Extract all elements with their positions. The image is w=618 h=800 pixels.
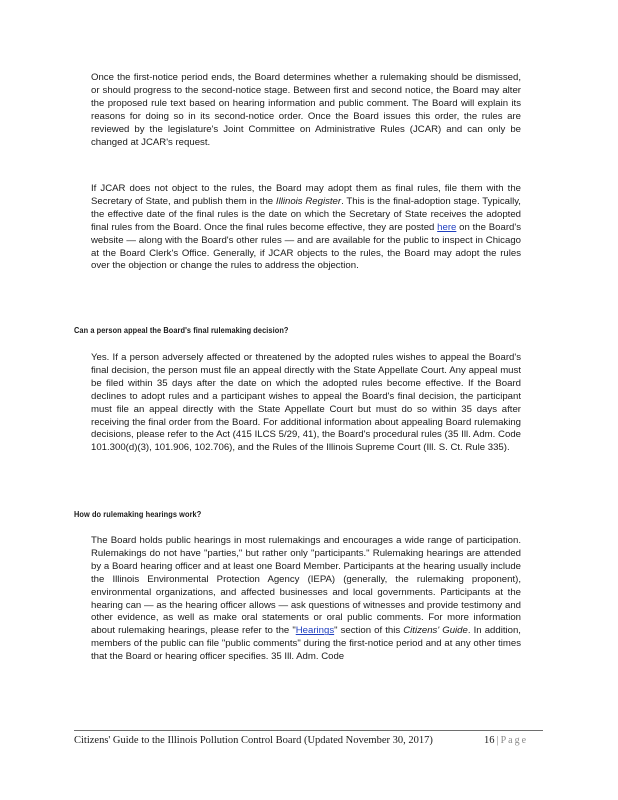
citizens-guide-title: Citizens' Guide [403,625,468,637]
illinois-register-title: Illinois Register [275,195,342,207]
text-segment: . This is the final-adoption stage. Typically, the effective date of the final rules is the date on which the Secretary of State receives the adopted final rules from the Board. Once the final rules become effective, they are posted [91,195,521,233]
text-segment: on the Board's website — along with the Board's other rules — and are available for the public to inspect in Chicago at the Board Clerk's Office. Generally, if JCAR objects to the rules, the Board may adopt the rules over the objection or change the rules to address the objection. [91,221,521,272]
text-segment: " section of this [334,625,404,637]
paragraph-appeal: Yes. If a person adversely affected or threatened by the adopted rules wishes to appeal the Board's final decision, the person must file an appeal directly with the State Appellate Court. Any appeal must be filed within 35 days after the date on which the adopted rules become effective. If the Board declines to adopt rules and a participant wishes to appeal the Board's final decision, the participant must file an appeal directly with the State Appellate Court but must do so within 35 days after receiving the final order from the Board. For additional information about appealing Board rulemaking decisions, please refer to the Act (415 ILCS 5/29, 41), the Board's procedural rules (35 Ill. Adm. Code 101.300(d)(3), 101.906, 102.706), and the Rules of the Illinois Supreme Court (Ill. S. Ct. Rule 335). [91,352,521,454]
text-segment: . In addition, members of the public can file "public comments" during the first-notice period and at any other times that the Board or hearing officer specifies. 35 Ill. Adm. Code [91,625,521,663]
footer-divider [74,730,543,731]
paragraph-final-adoption [91,183,521,273]
section-heading-hearings: How do rulemaking hearings work? [74,509,202,519]
page-label: Page [500,735,529,746]
paragraph-hearings [91,535,521,664]
page-number: 16 [484,735,495,746]
footer-title: Citizens' Guide to the Illinois Pollution Control Board (Updated November 30, 2017) [74,735,433,746]
text-segment: The Board holds public hearings in most rulemakings and encourages a wide range of participation. Rulemakings do not have "parties," but rather only "participants." Rulemaking hearings are attended by a Board hearing officer and at least one Board Member. Participants at the hearing usually include the Illinois Environmental Protection Agency (IEPA) (generally, the rulemaking proponent), environmental organizations, and affected businesses and local governments. Participants at the hearing can — as the hearing officer allows — ask questions of witnesses and provide testimony and other evidence, as well as make oral statements or oral public comments. For more information about rulemaking hearings, please refer to the " [91,535,521,637]
text-segment: If JCAR does not object to the rules, the Board may adopt them as final rules, file them with the Secretary of State, and publish them in the [91,183,521,207]
paragraph-second-notice: Once the first-notice period ends, the Board determines whether a rulemaking should be dismissed, or should progress to the second-notice stage. Between first and second notice, the Board may alter the proposed rule text based on hearing information and public comment. The Board will explain its reasons for doing so in its second-notice order. Once the Board issues this order, the rules are reviewed by the legislature's Joint Committee on Administrative Rules (JCAR) and can only be changed at JCAR's request. [91,72,521,148]
page-number-block [484,735,528,746]
page-separator: | [496,735,499,746]
section-heading-appeal: Can a person appeal the Board's final rulemaking decision? [74,325,289,335]
hearings-section-link[interactable]: Hearings [295,625,335,637]
rules-here-link[interactable]: here [437,221,457,233]
